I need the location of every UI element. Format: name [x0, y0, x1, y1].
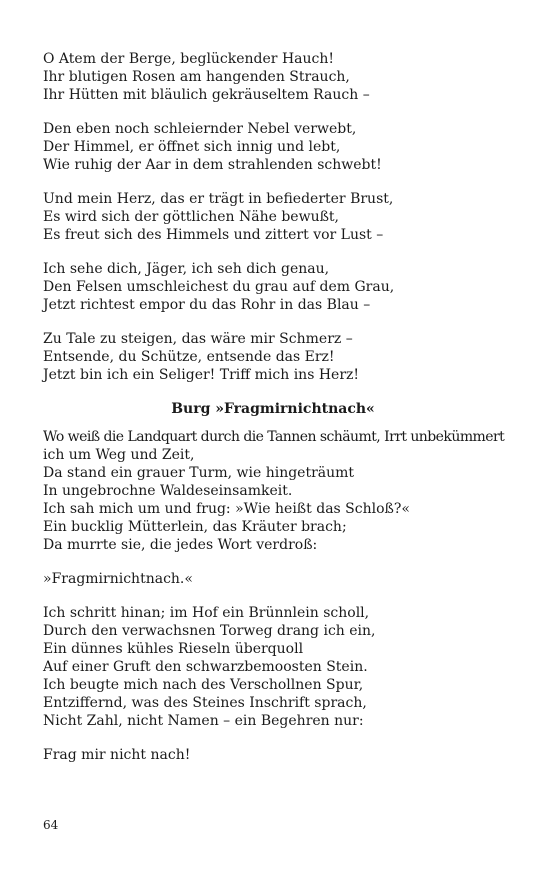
- verse-line: Da murrte sie, die jedes Wort verdroß:: [43, 537, 318, 553]
- page-number: 64: [43, 818, 59, 832]
- page-content: [43, 50, 503, 780]
- poem-title: Burg »Fragmirnichtnach«: [171, 401, 375, 417]
- verse-line: Ein dünnes kühles Rieseln überquoll: [43, 641, 304, 657]
- verse-line: Ich beugte mich nach des Verschollnen Spur,: [43, 677, 364, 693]
- verse-line: Wo weiß die Landquart durch die Tannen schäumt, Irrt unbekümmert: [43, 429, 505, 445]
- stanza-3: [43, 190, 503, 244]
- verse-line: Es freut sich des Himmels und zittert vor Lust –: [43, 227, 384, 243]
- verse-line: Auf einer Gruft den schwarzbemoosten Stein.: [43, 659, 368, 675]
- verse-line: Entsende, du Schütze, entsende das Erz!: [43, 349, 335, 365]
- verse-line: Entziffernd, was des Steines Inschrift sprach,: [43, 695, 367, 711]
- verse-line: Und mein Herz, das er trägt in befiederter Brust,: [43, 191, 394, 207]
- poem2-closing: [43, 746, 503, 764]
- verse-line: In ungebrochne Waldeseinsamkeit.: [43, 483, 293, 499]
- verse-line: »Fragmirnichtnach.«: [43, 571, 193, 587]
- verse-line: Den eben noch schleiernder Nebel verwebt,: [43, 121, 357, 137]
- verse-line: Ich schritt hinan; im Hof ein Brünnlein scholl,: [43, 605, 370, 621]
- verse-line: Jetzt bin ich ein Seliger! Triff mich ins Herz!: [43, 367, 360, 383]
- verse-line: Nicht Zahl, nicht Namen – ein Begehren nur:: [43, 713, 364, 729]
- verse-line: Ein bucklig Mütterlein, das Kräuter brach;: [43, 519, 347, 535]
- verse-line: Da stand ein grauer Turm, wie hingeträumt: [43, 465, 355, 481]
- verse-line: Ihr blutigen Rosen am hangenden Strauch,: [43, 69, 350, 85]
- verse-line: Durch den verwachsnen Torweg drang ich ein,: [43, 623, 376, 639]
- verse-line: Jetzt richtest empor du das Rohr in das Blau –: [43, 297, 371, 313]
- verse-line: Ich sah mich um und frug: »Wie heißt das Schloß?«: [43, 501, 410, 517]
- verse-line: Es wird sich der göttlichen Nähe bewußt,: [43, 209, 340, 225]
- verse-line: Ihr Hütten mit bläulich gekräuseltem Rauch –: [43, 87, 370, 103]
- stanza-1: [43, 50, 503, 104]
- poem2-stanza-1: [43, 428, 503, 554]
- poem2-answer: [43, 570, 503, 588]
- poem2-stanza-2: [43, 604, 503, 730]
- verse-line: O Atem der Berge, beglückender Hauch!: [43, 51, 335, 67]
- verse-line: Ich sehe dich, Jäger, ich seh dich genau,: [43, 261, 330, 277]
- verse-line: Zu Tale zu steigen, das wäre mir Schmerz –: [43, 331, 353, 347]
- stanza-4: [43, 260, 503, 314]
- verse-line: ich um Weg und Zeit,: [43, 447, 195, 463]
- stanza-2: [43, 120, 503, 174]
- verse-line: Frag mir nicht nach!: [43, 747, 191, 763]
- verse-line: Wie ruhig der Aar in dem strahlenden schwebt!: [43, 157, 382, 173]
- stanza-5: [43, 330, 503, 384]
- verse-line: Der Himmel, er öffnet sich innig und lebt,: [43, 139, 341, 155]
- verse-line: Den Felsen umschleichest du grau auf dem Grau,: [43, 279, 395, 295]
